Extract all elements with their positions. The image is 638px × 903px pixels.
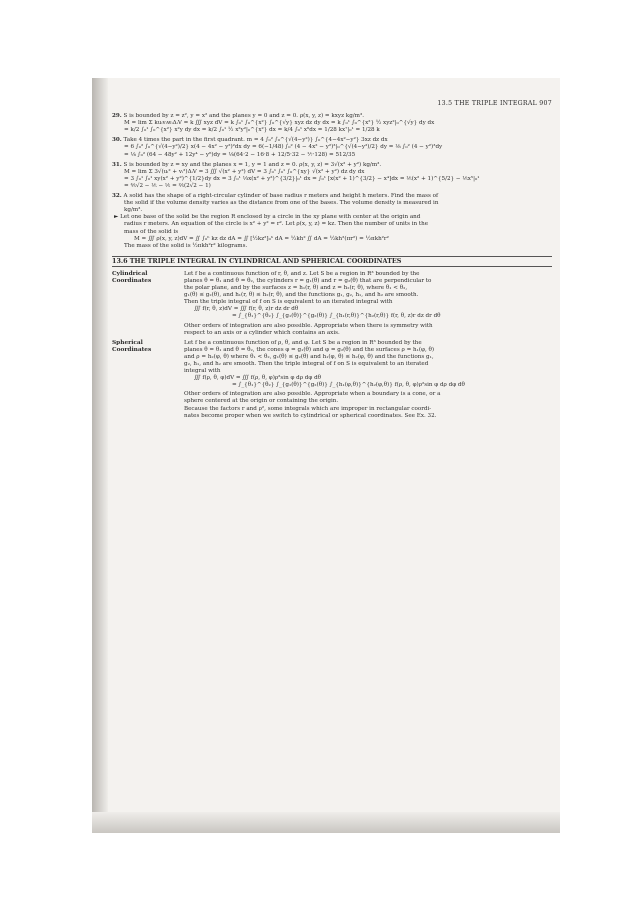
problem-number: 30. — [112, 137, 122, 144]
text-line: the solid if the volume density varies as the distance from one of the bases. The volume density is measured in — [124, 200, 439, 207]
problem-31 — [112, 162, 552, 190]
equation-line: = k/2 ∫₀¹ ∫₀^{x²} x²y dy dx = k/2 ∫₀¹ ½ x²y²|₀^{x²} dx = k/4 ∫₀¹ x⁶dx = 1/28 kx⁷|₀¹ = 1/28 k — [124, 127, 380, 134]
equation-line: = 6 ∫₀² ∫₀^{√(4−y²)/2} x(4 − 4x² − y²)²dx dy = 6(−1/48) ∫₀² (4 − 4x² − y²)³|₀^{√(4−y²)/2} dy = ⅛ ∫₀² (4 − y²)³dy — [124, 144, 443, 151]
problem-text: A solid has the shape of a right-circular cylinder of base radius r meters and height h meters. Find the mass of — [123, 193, 439, 200]
problem-30 — [112, 137, 552, 158]
text-line — [112, 193, 552, 200]
text-line: Because the factors r and ρ², some integrals which are improper in rectangular coordi- — [184, 405, 432, 412]
subsection-label: Cylindrical Coordinates — [112, 270, 152, 284]
text-line: the polar plane, and by the surfaces z = h₁(r, θ) and z = h₂(r, θ), where θ₁ < θ₂, — [184, 285, 408, 292]
text-line: g₂, h₁, and h₂ are smooth. Then the triple integral of f on S is equivalent to an iterated — [184, 361, 429, 367]
problem-text: S is bounded by z = z², y = x² and the planes y = 0 and z = 0. ρ(x, y, z) = kxyz kg/m³. — [123, 113, 364, 120]
running-header: 13.5 THE TRIPLE INTEGRAL 907 — [437, 100, 552, 107]
text-line: Let f be a continuous function of r, θ, and z. Let S be a region in R³ bounded by the — [184, 270, 420, 277]
equation-line: = ⅛ ∫₀² (64 − 48y² + 12y⁴ − y⁶)dy = ⅛(64·2 − 16·8 + 12/5·32 − ⅐·128) = 512/35 — [124, 151, 356, 158]
text-line: Then the triple integral of f on S is equivalent to an iterated integral with — [184, 299, 393, 306]
subsection-label: Spherical Coordinates — [112, 339, 152, 353]
scan-shadow-left — [92, 78, 108, 833]
text-line: Other orders of integration are also possible. Appropriate when a boundary is a cone, or a — [184, 391, 441, 398]
text-line: planes θ = θ₁ and θ = θ₂, the cylinders r = g₁(θ) and r = g₂(θ) that are perpendicular to — [184, 277, 432, 284]
problem-32 — [112, 193, 552, 250]
text-line: radius r meters. An equation of the circle is x² + y² = r². Let ρ(x, y, z) = kz. Then the number of units in the — [124, 221, 429, 228]
equation-line: = ∫_{θ₁}^{θ₂} ∫_{g₁(θ)}^{g₂(θ)} ∫_{h₁(r,θ)}^{h₂(r,θ)} f(r, θ, z)r dz dr dθ — [232, 313, 441, 320]
page-content — [112, 100, 552, 420]
text-line: nates become proper when we switch to cylindrical or spherical coordinates. See Ex. 32. — [184, 412, 437, 419]
problem-29 — [112, 113, 552, 134]
problem-number: 32. — [112, 193, 122, 200]
text-line: planes θ = θ₁ and θ = θ₂, the cones φ = g₁(θ) and φ = g₂(θ) and the surfaces ρ = h₁(φ, θ) — [184, 346, 435, 353]
text-line: Let f be a continuous function of ρ, θ, and φ. Let S be a region in R³ bounded by the — [184, 339, 422, 346]
solution-arrow-icon: ► — [114, 214, 119, 221]
equation-line: ∭ f(r, θ, z)dV = ∭ f(r, θ, z)r dz dr dθ — [194, 306, 299, 313]
cylindrical-coordinates-block — [112, 271, 552, 337]
equation-line: M = lim Σ 3√(uᵢ² + vᵢ²)ΔᵢV = 3 ∭ √(x² + y²) dV = 3 ∫₀¹ ∫₀¹ ∫₀^{xy} √(x² + y²) dz dy dx — [124, 168, 365, 175]
subsection-body — [184, 340, 552, 420]
equation-line: = ∫_{θ₁}^{θ₂} ∫_{g₁(θ)}^{g₂(θ)} ∫_{h₁(φ,θ)}^{h₂(φ,θ)} f(ρ, θ, φ)ρ²sin φ dρ dφ dθ — [232, 382, 465, 389]
text-line: sphere centered at the origin or containing the origin. — [184, 398, 339, 405]
problem-number: 29. — [112, 113, 122, 120]
problem-text: Take 4 times the part in the first quadrant. m = 4 ∫₀² ∫₀^{√(4−y²)} ∫₀^{4−4x²−y²} 3xz dz dx — [123, 137, 388, 144]
section-title: 13.6 THE TRIPLE INTEGRAL IN CYLINDRICAL AND SPHERICAL COORDINATES — [112, 256, 552, 267]
text-line: and ρ = h₂(φ, θ) where θ₁ < θ₂, g₁(θ) ≤ g₂(θ) and h₁(φ, θ) ≤ h₂(φ, θ) and the functions g₁, — [184, 353, 434, 360]
subsection-body — [184, 271, 552, 337]
equation-line: = 3 ∫₀¹ ∫₀¹ xy(x² + y²)^{1/2}dy dx = 3 ∫₀¹ ⅓x(x² + y²)^{3/2}|₀¹ dx = ∫₀¹ [x(x² + 1)^{3/2} − x⁴]dx = ⅕(x² + 1)^{5/2} − ⅕x⁵|₀¹ — [124, 175, 480, 182]
text-line: g₁(θ) ≤ g₂(θ), and h₁(r, θ) ≤ h₂(r, θ), and the functions g₁, g₂, h₁, and h₂ are smooth. — [184, 292, 419, 299]
scan-shadow-bottom — [92, 812, 560, 833]
equation-line: ∭ f(ρ, θ, φ)dV = ∭ f(ρ, θ, φ)ρ²sin φ dρ dφ dθ — [194, 375, 322, 382]
equation-line: = ⅘√2 − ⅕ − ⅕ = ⅖(2√2 − 1) — [124, 182, 211, 189]
problem-number: 31. — [112, 161, 122, 168]
equation-line: M = ∭ ρ(x, y, z)dV = ∬ ∫₀ʰ kz dz dA = ∬ [½kz²]₀ʰ dA = ½kh² ∬ dA = ½kh²(πr²) = ½πkh²r² — [134, 235, 389, 242]
solution-text: Let one base of the solid be the region R enclosed by a circle in the xy plane with center at the origin and — [120, 214, 421, 221]
problem-text: S is bounded by z = xy and the planes x = 1, y = 1 and z = 0. ρ(x, y, z) = 3√(x² + y²) kg/m³. — [123, 161, 382, 168]
text-line: Other orders of integration are also possible. Appropriate when there is symmetry with — [184, 322, 433, 329]
text-line: respect to an axis or a cylinder which contains an axis. — [184, 329, 340, 336]
text-line — [112, 162, 552, 169]
text-line: mass of the solid is — [124, 228, 179, 235]
text-line: The mass of the solid is ½πkh²r² kilograms. — [124, 242, 248, 249]
text-line: integral with — [184, 368, 221, 375]
text-line: kg/m³. — [124, 207, 143, 214]
equation-line: M = lim Σ kuᵢvᵢwᵢΔᵢV = k ∭ xyz dV = k ∫₀¹ ∫₀^{x²} ∫₀^{√y} xyz dz dy dx = k ∫₀¹ ∫₀^{x²} ½ xyz²|₀^{√y} dy dx — [124, 120, 435, 127]
spherical-coordinates-block — [112, 340, 552, 420]
